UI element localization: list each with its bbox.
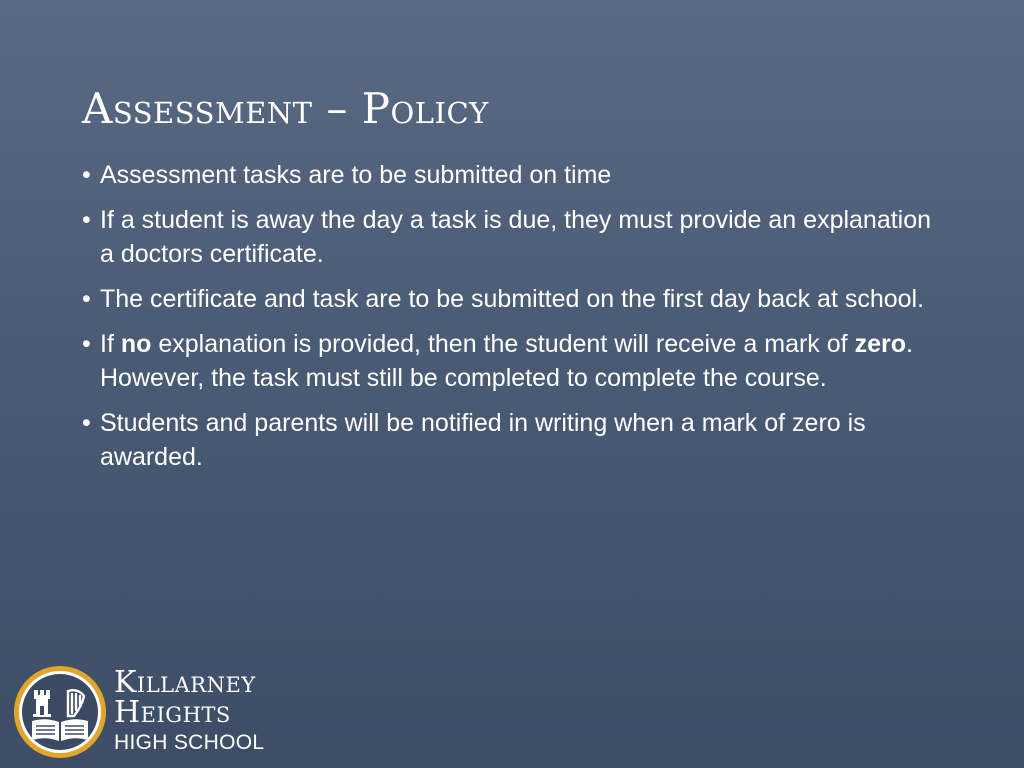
bullet-item: [82, 158, 942, 192]
bullet-dot-icon: •: [82, 330, 91, 358]
bullet-item: [82, 327, 942, 395]
school-crest-icon: [12, 664, 108, 760]
bullet-dot-icon: •: [82, 206, 91, 234]
bullet-text: Students and parents will be notified in writing when a mark of zero is awarded.: [100, 409, 866, 471]
bullet-dot-icon: •: [82, 409, 91, 437]
bullet-emphasis: no: [120, 330, 152, 358]
bullet-text: If: [100, 330, 121, 358]
school-logo: [12, 664, 312, 760]
bullet-item: [82, 282, 942, 316]
bullet-text: explanation is provided, then the student will receive a mark of: [151, 330, 855, 358]
school-name: [114, 665, 265, 756]
bullet-dot-icon: •: [82, 161, 91, 189]
school-name-line3: HIGH SCHOOL: [114, 731, 265, 754]
school-name-line1: Killarney: [114, 665, 256, 700]
bullet-emphasis: zero: [854, 330, 906, 358]
bullet-text: If a student is away the day a task is due, they must provide an explanation a doctors certificate.: [100, 206, 932, 268]
bullet-dot-icon: •: [82, 285, 91, 313]
bullet-text: Assessment tasks are to be submitted on time: [100, 161, 612, 189]
slide-title: Assessment – Policy: [82, 84, 489, 133]
bullet-list: [82, 158, 942, 485]
bullet-text: The certificate and task are to be submitted on the first day back at school.: [100, 285, 925, 313]
bullet-item: [82, 203, 942, 271]
bullet-item: [82, 406, 942, 474]
bullet-text: . However, the task must still be completed to complete the course.: [100, 330, 913, 392]
school-name-line2: Heights: [114, 695, 231, 730]
